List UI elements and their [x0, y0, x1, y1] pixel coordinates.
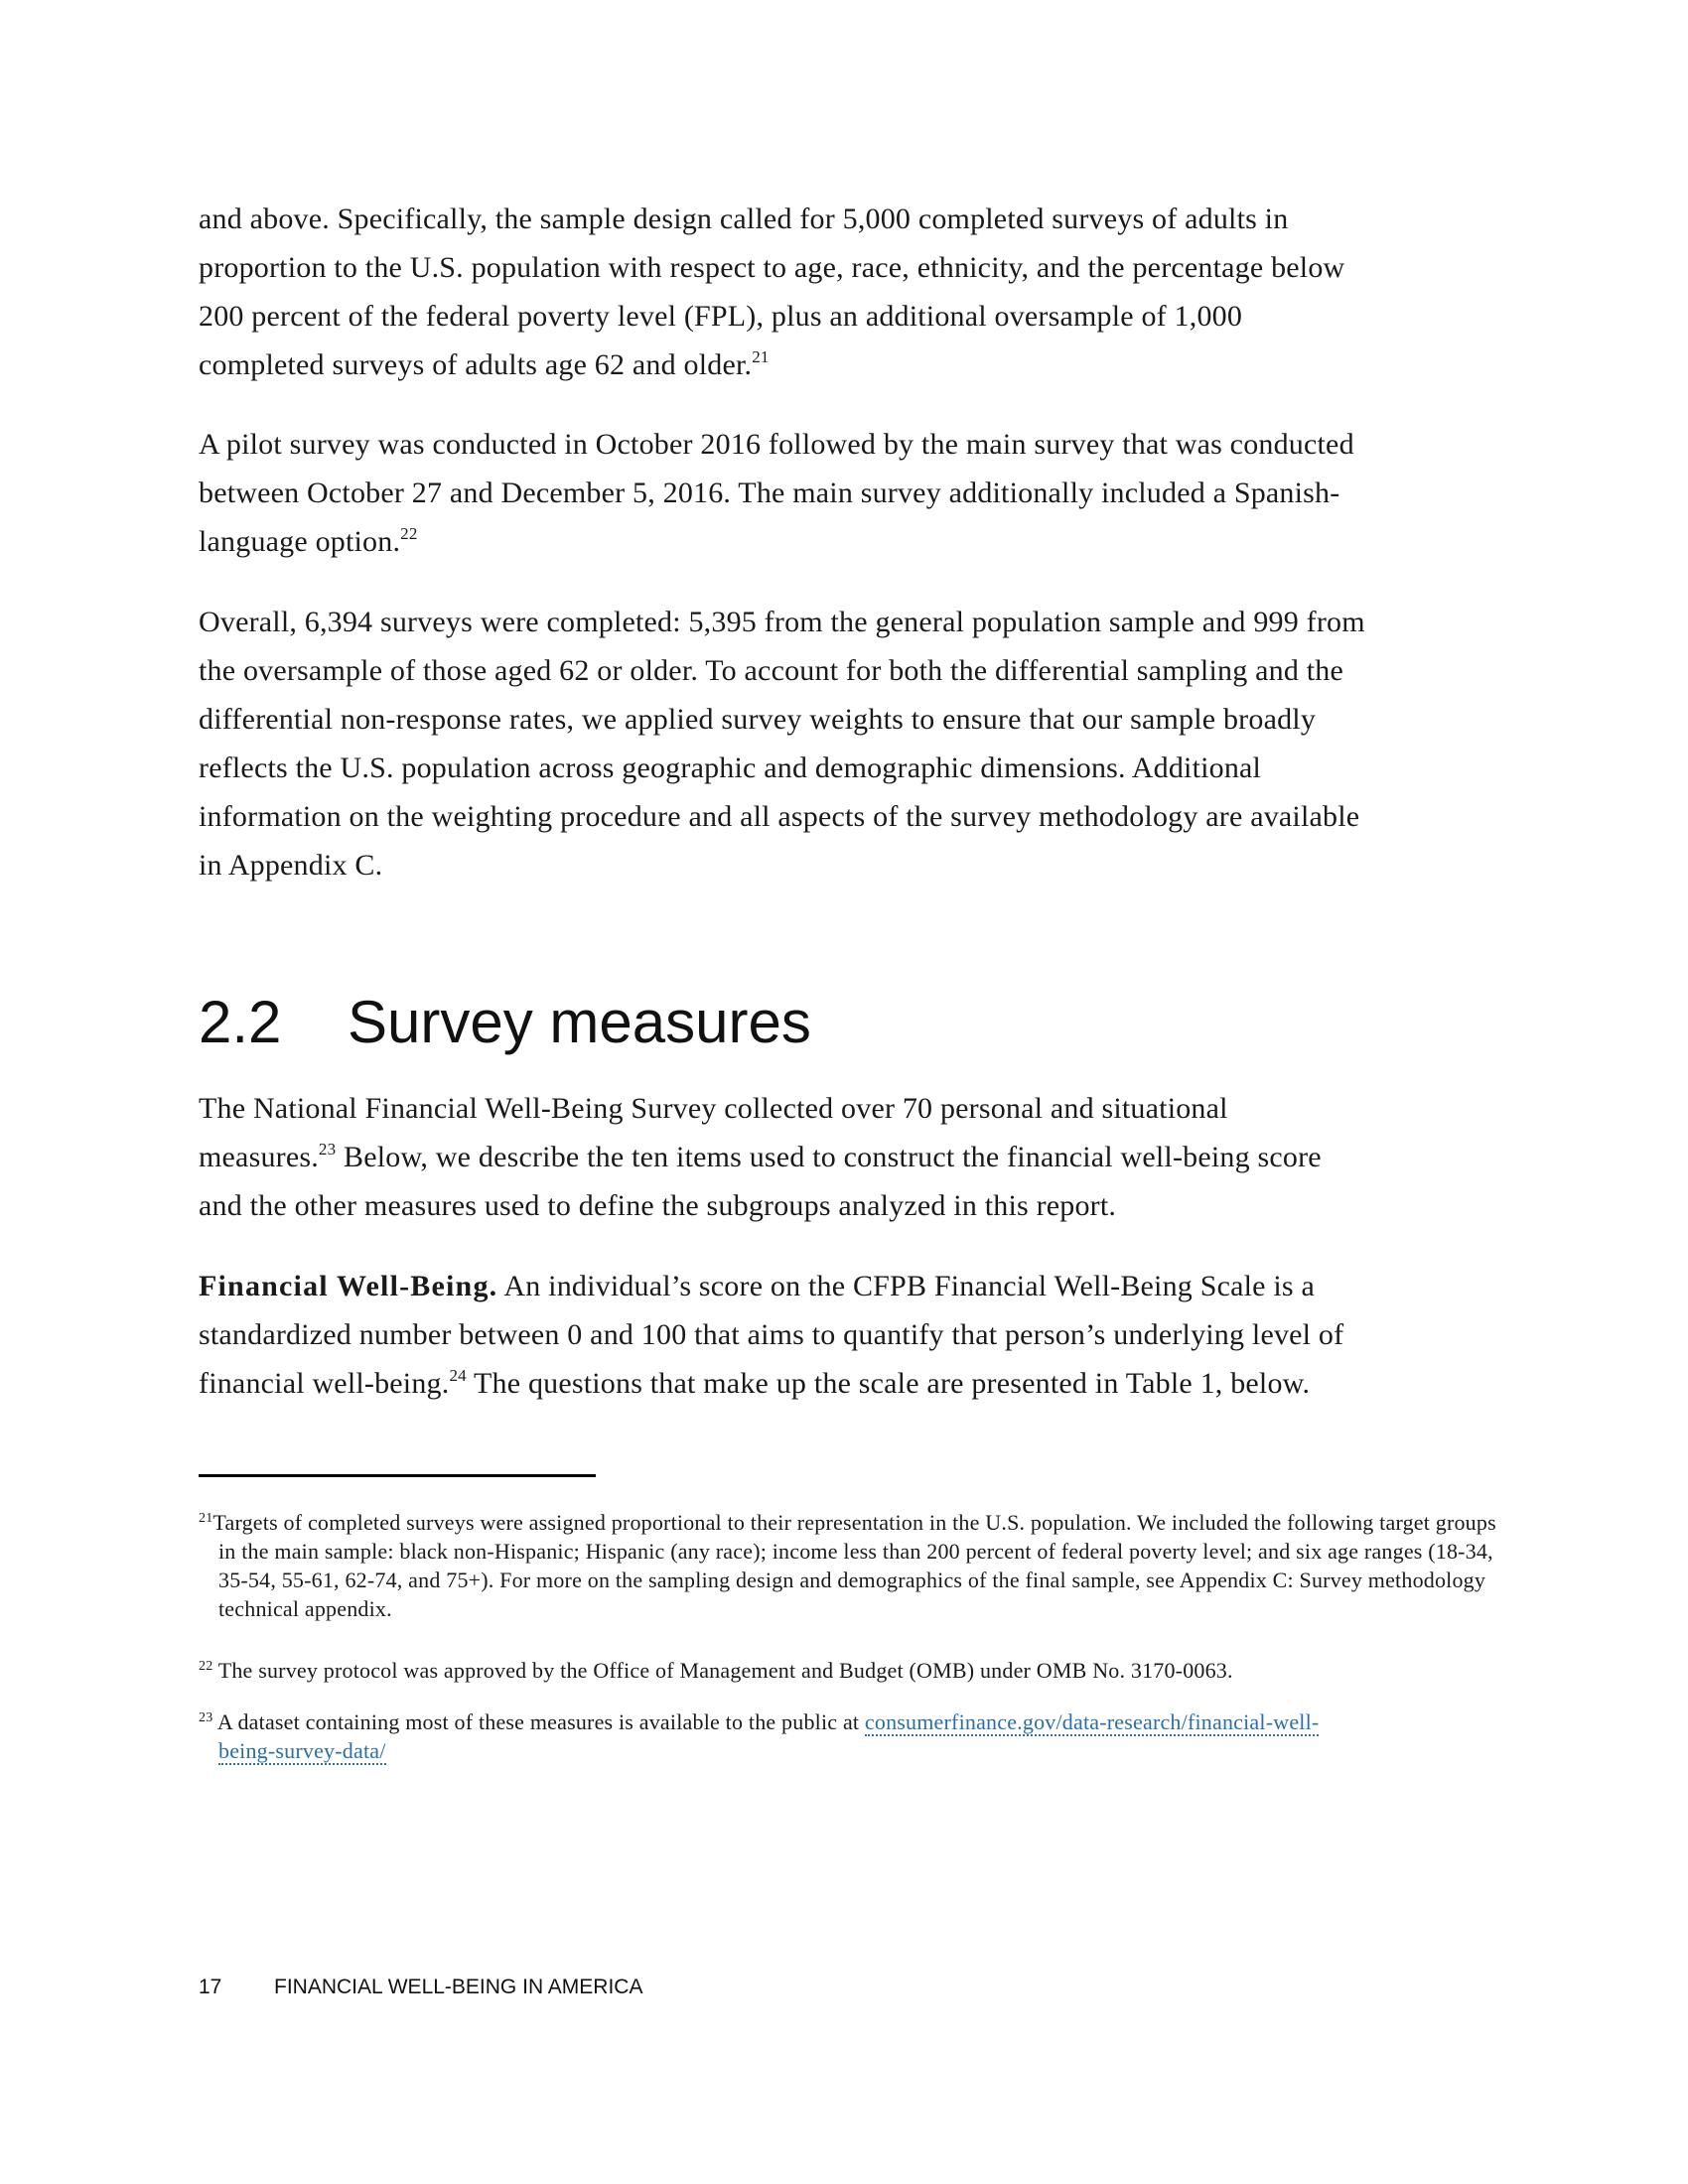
text-line: reflects the U.S. population across geographic and demographic dimensions. Additional: [199, 751, 1262, 784]
section-heading: [199, 983, 811, 1062]
text-line: The questions that make up the scale are presented in Table 1, below.: [466, 1367, 1311, 1400]
footnote-ref-21[interactable]: 21: [752, 347, 770, 366]
text-line: Overall, 6,394 surveys were completed: 5,395 from the general population sample and 999 from: [199, 606, 1365, 638]
run-in-heading: Financial Well-Being.: [199, 1270, 498, 1302]
text-line: the oversample of those aged 62 or older. To account for both the differential sampling and the: [199, 654, 1343, 687]
footnote-divider: [199, 1474, 596, 1477]
footnote-23: [199, 1707, 1350, 1765]
text-line: The National Financial Well-Being Survey collected over 70 personal and situational: [199, 1092, 1228, 1125]
paragraph-survey-overview: [199, 1084, 1489, 1230]
text-line: language option.: [199, 525, 401, 558]
footnote-ref-24[interactable]: 24: [449, 1366, 467, 1385]
section-number: 2.2: [199, 989, 282, 1055]
paragraph-pilot-survey: [199, 420, 1489, 566]
footnote-21: [199, 1508, 1509, 1623]
text-line: 200 percent of the federal poverty level (FPL), plus an additional oversample of 1,000: [199, 300, 1243, 333]
text-line: completed surveys of adults age 62 and older.: [199, 348, 753, 381]
running-title: FINANCIAL WELL-BEING IN AMERICA: [274, 1976, 643, 1998]
paragraph-financial-well-being: [199, 1262, 1489, 1408]
section-title: Survey measures: [348, 989, 811, 1055]
footnote-text: The survey protocol was approved by the Office of Management and Budget (OMB) under OMB No. 3170-0063.: [217, 1658, 1233, 1683]
text-line: financial well-being.: [199, 1367, 450, 1400]
footnote-text: Targets of completed surveys were assigned proportional to their representation in the U.S. population. We included the following target groups in the main sample: black non-Hispanic; Hispanic (any race); income less than 200 percent of federal poverty level; and six age ranges (18-34, 35-54, 55-61, 62-74, and 75+). For more on the sampling design and demographics of the final sample, see Appendix C: Survey methodology technical appendix.: [212, 1510, 1496, 1621]
text-line: Below, we describe the ten items used to construct the financial well-being score: [336, 1141, 1322, 1173]
paragraph-sample-design: [199, 195, 1489, 389]
page-number: 17: [199, 1976, 222, 1998]
dataset-link[interactable]: consumerfinance.gov/data-research/financial-well-being-survey-data/: [218, 1709, 1320, 1763]
text-line: proportion to the U.S. population with respect to age, race, ethnicity, and the percentage below: [199, 251, 1345, 284]
text-line: information on the weighting procedure and all aspects of the survey methodology are available: [199, 800, 1360, 833]
text-line: measures.: [199, 1141, 319, 1173]
text-line: in Appendix C.: [199, 849, 383, 882]
footnote-ref-23[interactable]: 23: [318, 1140, 337, 1159]
text-line: standardized number between 0 and 100 that aims to quantify that person’s underlying level of: [199, 1318, 1344, 1351]
page-footer: [199, 1976, 642, 1999]
text-line: and above. Specifically, the sample design called for 5,000 completed surveys of adults in: [199, 203, 1289, 235]
footnote-number: 21: [199, 1511, 213, 1526]
paragraph-surveys-completed: [199, 598, 1489, 889]
text-line: between October 27 and December 5, 2016. The main survey additionally included a Spanish-: [199, 477, 1340, 509]
text-line: and the other measures used to define the subgroups analyzed in this report.: [199, 1189, 1117, 1222]
text-line: A pilot survey was conducted in October 2016 followed by the main survey that was conducted: [199, 428, 1354, 461]
text-line: differential non-response rates, we applied survey weights to ensure that our sample broadly: [199, 703, 1317, 736]
footnote-text: A dataset containing most of these measures is available to the public at: [216, 1709, 865, 1734]
footnote-number: 23: [199, 1710, 213, 1725]
footnote-number: 22: [199, 1659, 213, 1674]
footnote-ref-22[interactable]: 22: [400, 524, 418, 543]
text-line: An individual’s score on the CFPB Financial Well-Being Scale is a: [497, 1270, 1315, 1302]
footnote-22: [199, 1656, 1509, 1685]
